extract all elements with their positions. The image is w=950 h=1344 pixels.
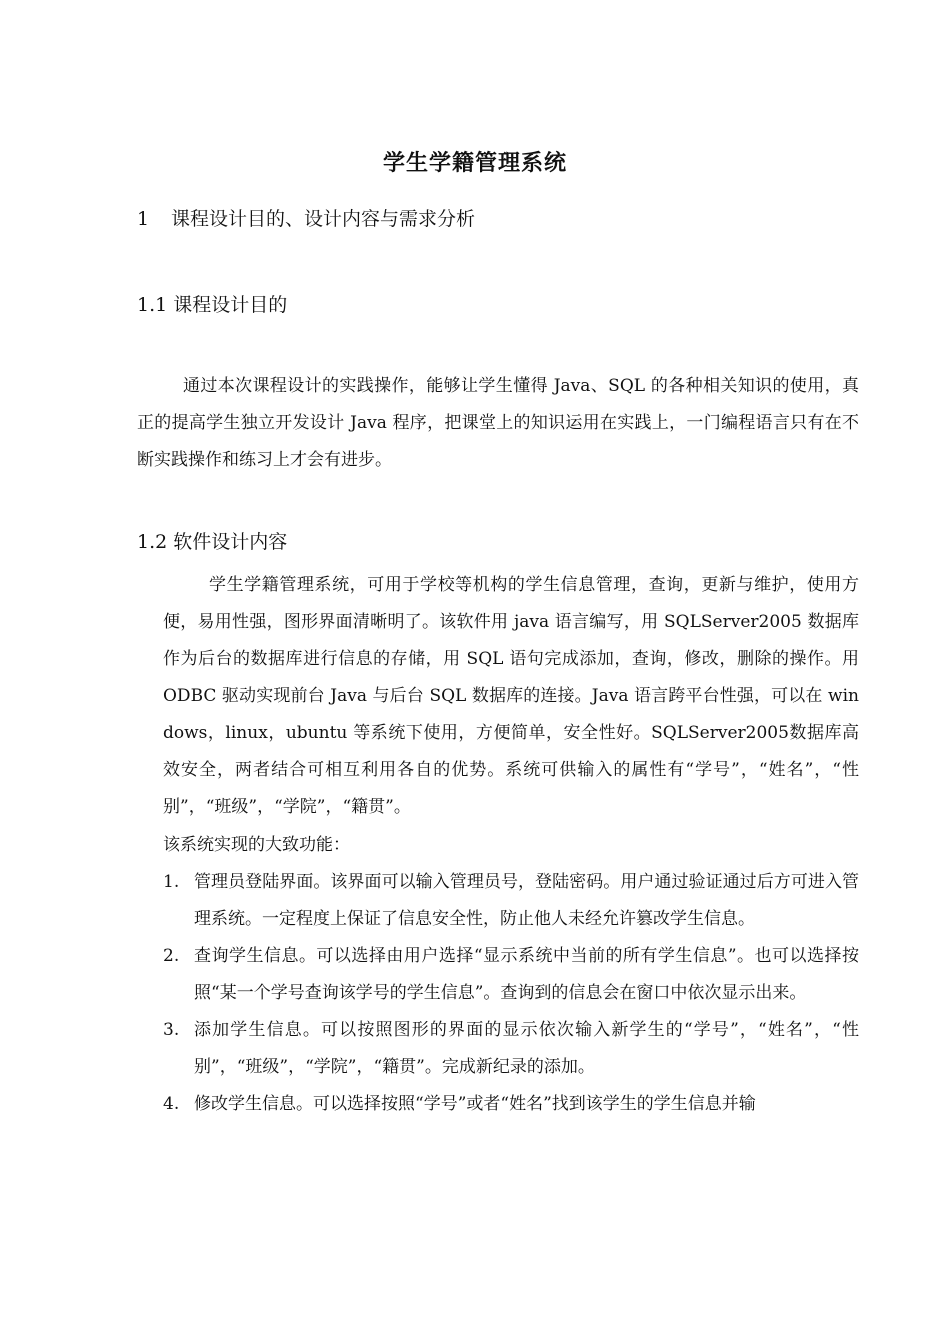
list-item-text: 管理员登陆界面。该界面可以输入管理员号，登陆密码。用户通过验证通过后方可进入管理系统。一定程度上保证了信息安全性，防止他人未经允许篡改学生信息。: [194, 872, 859, 929]
page-title: 学生学籍管理系统: [382, 151, 567, 176]
list-item-text: 添加学生信息。可以按照图形的界面的显示依次输入新学生的“学号”，“姓名”，“性别”，“班级”，“学院”，“籍贯”。完成新纪录的添加。: [194, 1020, 859, 1077]
list-item-number: 3.: [163, 1020, 180, 1040]
list-item: [163, 1086, 859, 1123]
list-item-number: 4.: [163, 1094, 180, 1114]
list-item: [163, 864, 859, 938]
section-1-1-heading: 1.1 课程设计目的: [137, 294, 288, 316]
list-item-number: 1.: [163, 872, 180, 892]
functions-list: [163, 864, 859, 1123]
list-item: [163, 938, 859, 1012]
list-item-text: 查询学生信息。可以选择由用户选择“显示系统中当前的所有学生信息”。也可以选择按照“某一个学号查询该学号的学生信息”。查询到的信息会在窗口中依次显示出来。: [194, 946, 859, 1003]
list-item-number: 2.: [163, 946, 180, 966]
section-1-2-heading: 1.2 软件设计内容: [137, 531, 288, 553]
section-1-2-paragraph: 学生学籍管理系统，可用于学校等机构的学生信息管理，查询，更新与维护，使用方便，易用性强，图形界面清晰明了。该软件用 java 语言编写，用 SQLServer2005 数据库作为后台的数据库进行信息的存储，用 SQL 语句完成添加，查询，修改，删除的操作。用 ODBC 驱动实现前台 Java 与后台 SQL 数据库的连接。Java 语言跨平台性强，可以在 windows，linux，ubuntu 等系统下使用，方便简单，安全性好。SQLServer2005数据库高效安全，两者结合可相互利用各自的优势。系统可供输入的属性有“学号”，“姓名”，“性别”，“班级”，“学院”，“籍贯”。: [163, 575, 859, 817]
list-item-text: 修改学生信息。可以选择按照“学号”或者“姓名”找到该学生的学生信息并输: [194, 1094, 756, 1114]
section-1-number: 1: [137, 208, 150, 230]
section-1-1-paragraph: 通过本次课程设计的实践操作，能够让学生懂得 Java、SQL 的各种相关知识的使用，真正的提高学生独立开发设计 Java 程序，把课堂上的知识运用在实践上，一门编程语言只有在不断实践操作和练习上才会有进步。: [137, 376, 859, 470]
list-item: [163, 1012, 859, 1086]
section-1-title: 课程设计目的、设计内容与需求分析: [171, 208, 476, 230]
functions-intro: 该系统实现的大致功能：: [163, 835, 350, 855]
section-1-heading: [137, 204, 475, 231]
